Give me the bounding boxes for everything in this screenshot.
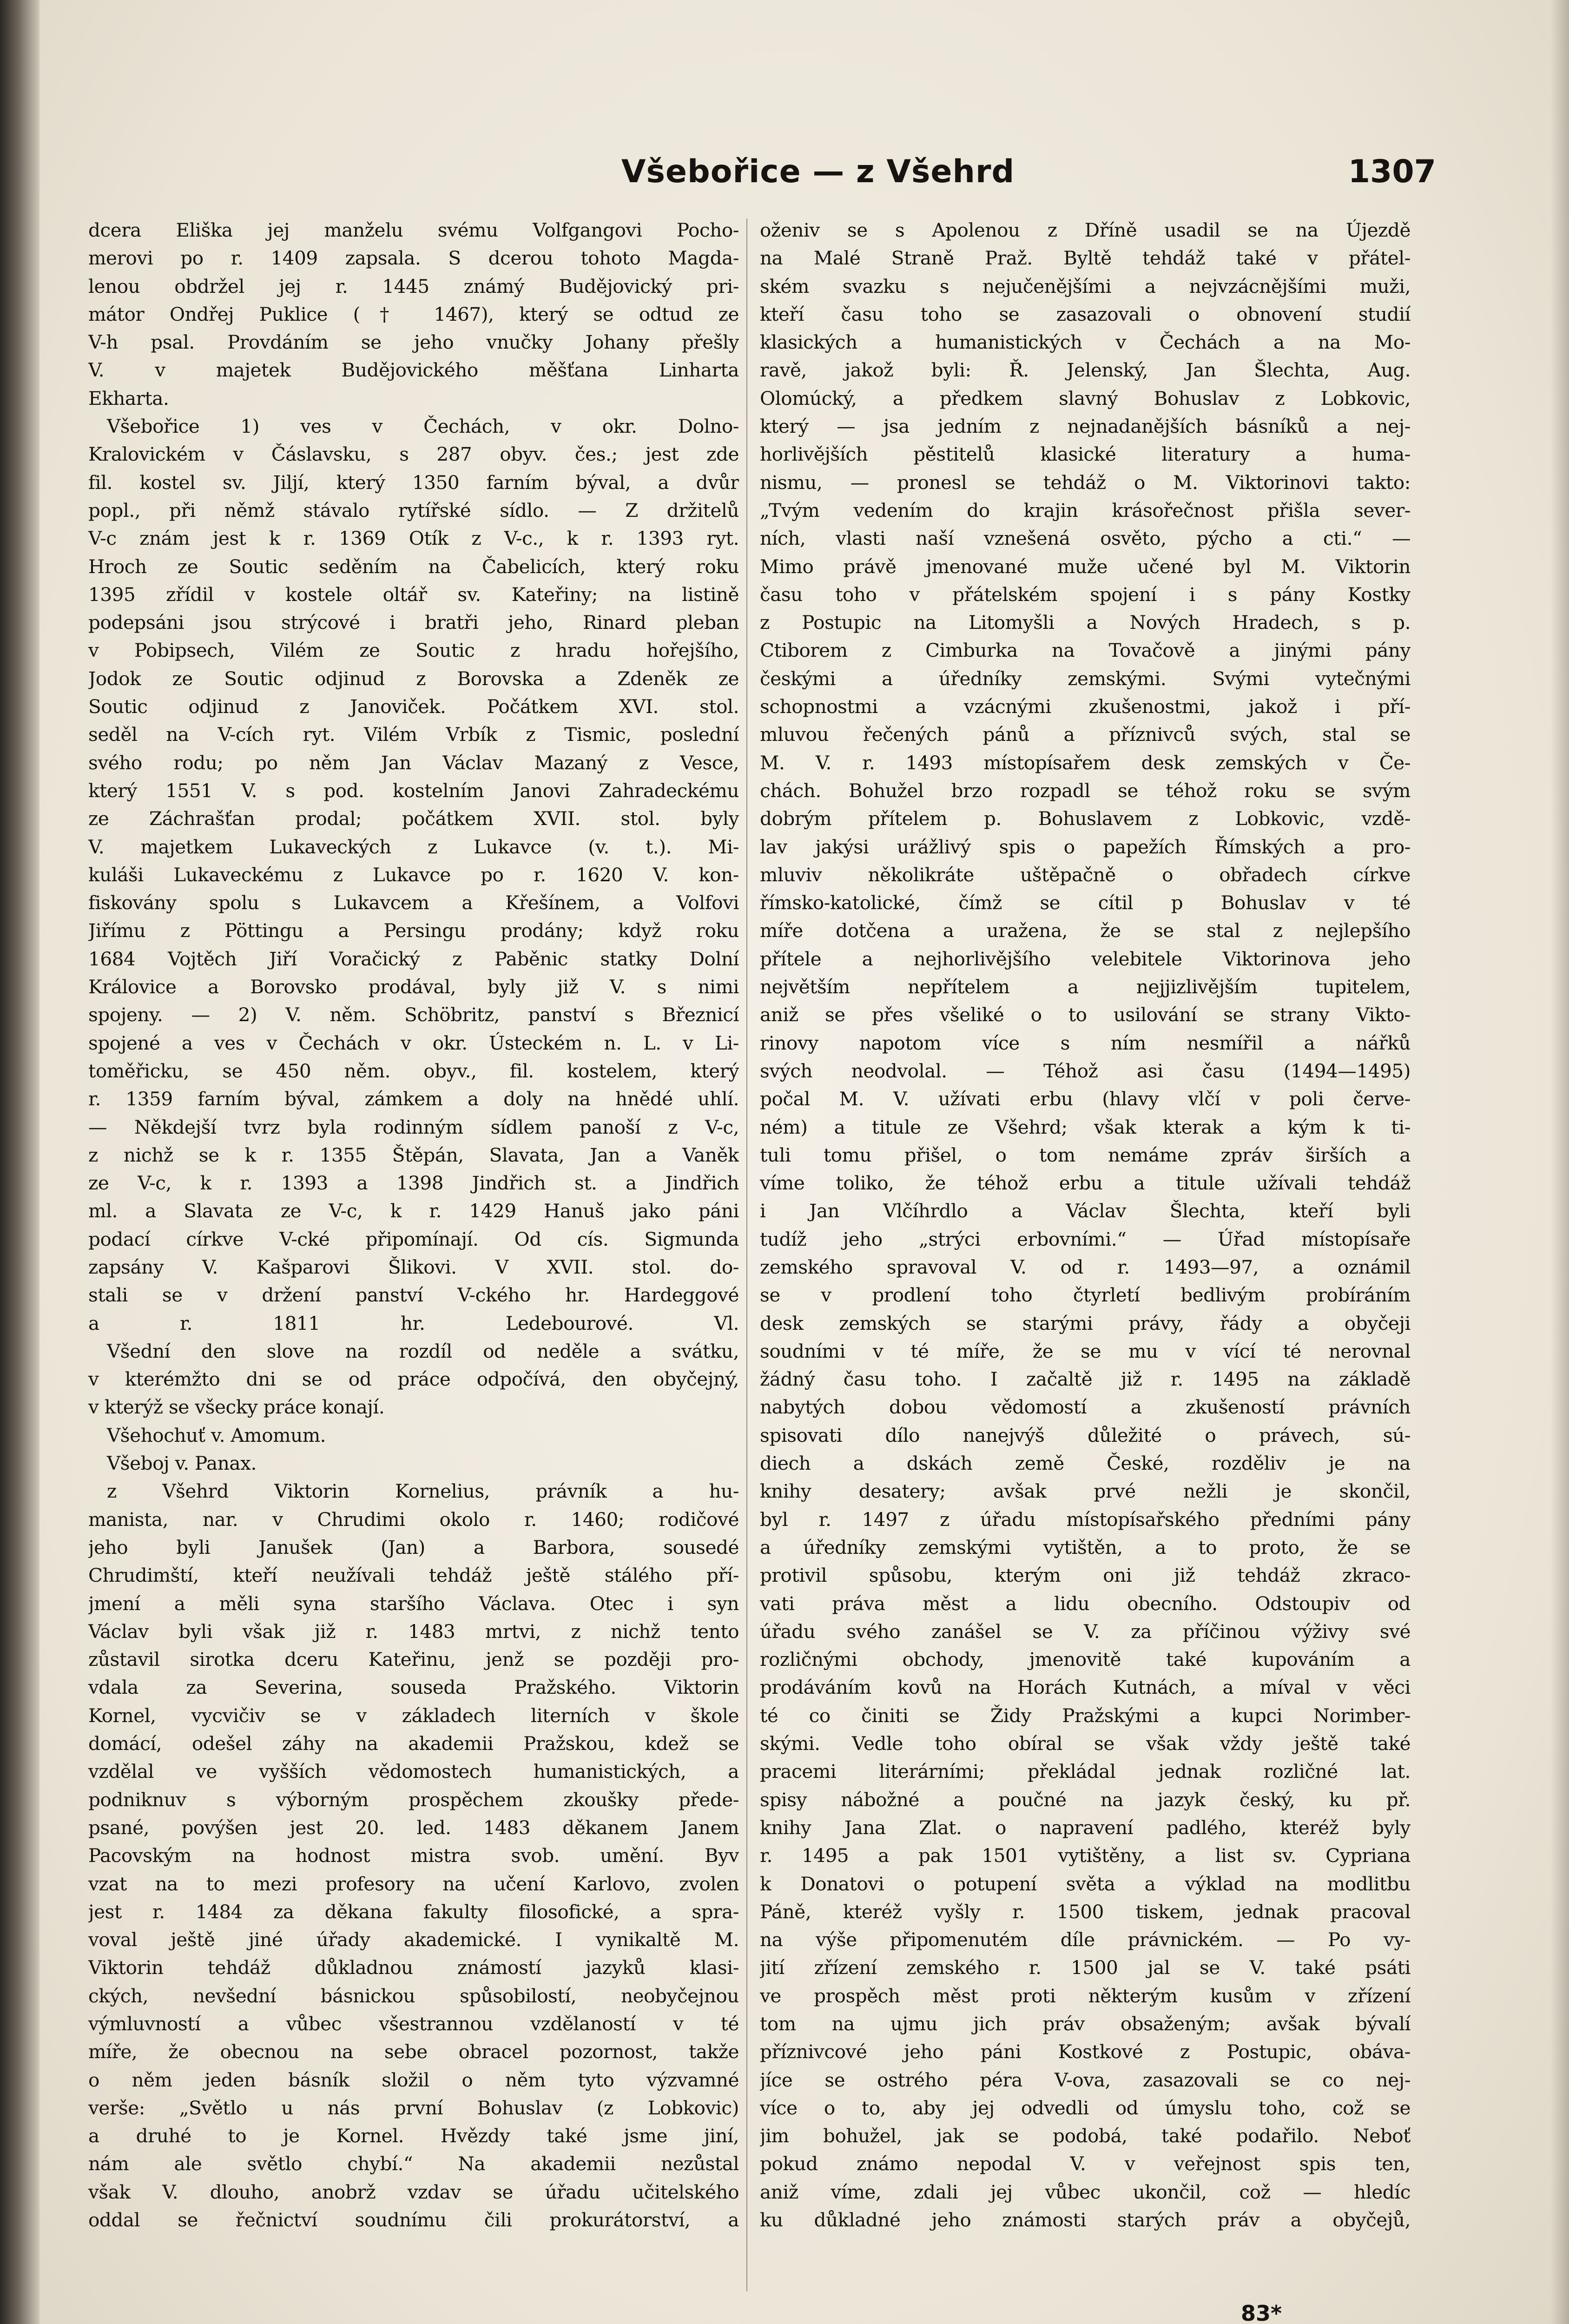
text-line: z Postupic na Litomyšli a Nových Hradech, s p. bbox=[760, 611, 1411, 634]
text-line: Jiřímu z Pöttingu a Persingu prodány; když roku bbox=[88, 919, 739, 942]
text-line: mátor Ondřej Puklice († 1467), který se odtud ze bbox=[88, 303, 739, 325]
text-line: Páně, kteréž vyšly r. 1500 tiskem, jednak pracoval bbox=[760, 1900, 1411, 1923]
text-line: podací církve V-cké připomínají. Od cís. Sigmunda bbox=[88, 1228, 739, 1250]
text-line: aniž víme, zdali jej vůbec ukončil, což — hledíc bbox=[760, 2180, 1411, 2203]
text-line: kuláši Lukaveckému z Lukavce po r. 1620 V. kon- bbox=[88, 863, 739, 886]
text-line: svého rodu; po něm Jan Václav Mazaný z Vesce, bbox=[88, 751, 739, 774]
text-line: Královice a Borovsko prodával, byly již V. s nimi bbox=[88, 976, 739, 998]
text-line: k Donatovi o potupení světa a výklad na modlitbu bbox=[760, 1872, 1411, 1895]
text-line: Všehochuť v. Amomum. bbox=[107, 1424, 326, 1446]
text-line: voval ještě jiné úřady akademické. I vynikaltě M. bbox=[88, 1928, 739, 1951]
text-line: příznivcové jeho páni Kostkové z Postupic, obáva- bbox=[760, 2040, 1411, 2063]
text-line: výmluvností a vůbec všestrannou vzdělaností v té bbox=[88, 2013, 739, 2035]
text-line: oženiv se s Apolenou z Dříně usadil se na Újezdě bbox=[760, 219, 1411, 241]
text-line: míře dotčena a uražena, že se stal z nejlepšího bbox=[760, 919, 1411, 942]
text-line: ve prospěch měst proti některým kusům v zřízení bbox=[760, 1984, 1411, 2007]
text-line: Hroch ze Soutic seděním na Čabelicích, který roku bbox=[88, 555, 739, 578]
text-line: který 1551 V. s pod. kostelním Janovi Zahradeckému bbox=[88, 779, 739, 802]
text-line: verše: „Světlo u nás první Bohuslav (z Lobkovic) bbox=[88, 2096, 739, 2119]
text-line: tom na ujmu jich práv obsaženým; avšak bývalí bbox=[760, 2013, 1411, 2035]
text-line: spisy nábožné a poučné na jazyk český, ku př. bbox=[760, 1788, 1411, 1811]
text-line: Jodok ze Soutic odjinud z Borovska a Zdeněk ze bbox=[88, 667, 739, 690]
text-line: více o to, aby jej odvedli od úmyslu toho, což se bbox=[760, 2096, 1411, 2119]
text-line: zemského spravoval V. od r. 1493—97, a oznámil bbox=[760, 1255, 1411, 1278]
text-line: českými a úředníky zemskými. Svými vytečnými bbox=[760, 667, 1411, 690]
text-line: Pacovským na hodnost mistra svob. umění. Byv bbox=[88, 1844, 739, 1867]
text-line: nismu, — pronesl se tehdáž o M. Viktorinovi takto: bbox=[760, 471, 1411, 494]
text-line: diech a dskách země České, rozděliv je na bbox=[760, 1452, 1411, 1475]
left-text-column bbox=[88, 216, 739, 2308]
text-line: ravě, jakož byli: Ř. Jelenský, Jan Šlechta, Aug. bbox=[760, 359, 1411, 382]
text-line: dobrým přítelem p. Bohuslavem z Lobkovic, vzdě- bbox=[760, 807, 1411, 830]
text-line: tudíž jeho „strýci erbovními.“ — Úřad místopísaře bbox=[760, 1228, 1411, 1250]
text-line: ském svazku s nejučenějšími a nejvzácnějšími muži, bbox=[760, 275, 1411, 297]
text-line: o něm jeden básník složil o něm tyto výzvamné bbox=[88, 2068, 739, 2091]
text-line: přítele a nejhorlivějšího velebitele Viktorinova jeho bbox=[760, 947, 1411, 970]
text-line: r. 1359 farním býval, zámkem a doly na hnědé uhlí. bbox=[88, 1088, 739, 1110]
text-line: počal M. V. užívati erbu (hlavy vlčí v poli červe- bbox=[760, 1088, 1411, 1110]
text-line: zůstavil sirotka dceru Kateřinu, jenž se později pro- bbox=[88, 1648, 739, 1671]
text-line: knihy desatery; avšak prvé nežli je skončil, bbox=[760, 1480, 1411, 1503]
text-line: nám ale světlo chybí.“ Na akademii nezůstal bbox=[88, 2152, 739, 2175]
text-line: pracemi literárními; překládal jednak rozličné lat. bbox=[760, 1760, 1411, 1783]
page-header bbox=[88, 153, 1436, 205]
text-line: jití zřízení zemského r. 1500 jal se V. také psáti bbox=[760, 1956, 1411, 1979]
text-line: chách. Bohužel brzo rozpadl se téhož roku se svým bbox=[760, 779, 1411, 802]
text-line: mluvou řečených pánů a příznivců svých, stal se bbox=[760, 723, 1411, 746]
text-line: popl., při němž stávalo rytířské sídlo. — Z držitelů bbox=[88, 499, 739, 522]
text-line: ze Záchrašťan prodal; počátkem XVII. stol. byly bbox=[88, 807, 739, 830]
text-line: spisovati dílo nanejvýš důležité o právech, sú- bbox=[760, 1424, 1411, 1446]
text-line: dcera Eliška jej manželu svému Volfgangovi Pocho- bbox=[88, 219, 739, 241]
text-line: aniž se přes všeliké o to usilování se strany Vikto- bbox=[760, 1004, 1411, 1026]
text-line: žádný času toho. I začaltě již r. 1495 na základě bbox=[760, 1368, 1411, 1391]
text-line: kteří času toho se zasazovali o obnovení studií bbox=[760, 303, 1411, 325]
text-line: největším nepřítelem a nejjizlivějším tupitelem, bbox=[760, 976, 1411, 998]
text-line: vdala za Severina, souseda Pražského. Viktorin bbox=[88, 1676, 739, 1699]
text-line: M. V. r. 1493 místopísařem desk zemských v Če- bbox=[760, 751, 1411, 774]
signature-mark: 83* bbox=[1241, 2301, 1282, 2324]
text-line: římsko-katolické, čímž se cítil p Bohuslav v té bbox=[760, 891, 1411, 914]
text-line: Soutic odjinud z Janoviček. Počátkem XVI. stol. bbox=[88, 695, 739, 718]
text-line: v kterémžto dni se od práce odpočívá, den obyčejný, bbox=[88, 1368, 739, 1391]
text-line: lav jakýsi urážlivý spis o papežích Římských a pro- bbox=[760, 835, 1411, 858]
column-divider bbox=[746, 218, 747, 2291]
text-line: knihy Jana Zlat. o napravení padlého, kteréž byly bbox=[760, 1816, 1411, 1839]
text-line: na výše připomenutém díle právnickém. — Po vy- bbox=[760, 1928, 1411, 1951]
text-line: protivil spůsobu, kterým oni již tehdáž zkraco- bbox=[760, 1564, 1411, 1587]
text-line: a druhé to je Kornel. Hvězdy také jsme jiní, bbox=[88, 2125, 739, 2147]
text-line: lenou obdržel jej r. 1445 známý Budějovický pri- bbox=[88, 275, 739, 297]
text-line: V. majetkem Lukaveckých z Lukavce (v. t.). Mi- bbox=[88, 835, 739, 858]
text-line: 1684 Vojtěch Jiří Voračický z Paběnic statky Dolní bbox=[88, 947, 739, 970]
text-line: času toho v přátelském spojení i s pány Kostky bbox=[760, 583, 1411, 606]
text-line: Kralovickém v Čáslavsku, s 287 obyv. čes.; jest zde bbox=[88, 443, 739, 466]
text-line: z nichž se k r. 1355 Štěpán, Slavata, Jan a Vaněk bbox=[88, 1143, 739, 1166]
text-line: — Někdejší tvrz byla rodinným sídlem panoší z V-c, bbox=[88, 1116, 739, 1138]
text-line: toměřicku, se 450 něm. obyv., fil. kostelem, který bbox=[88, 1059, 739, 1082]
text-line: horlivějších pěstitelů klasické literatury a huma- bbox=[760, 443, 1411, 466]
text-line: „Tvým vedením do krajin krásořečnost přišla sever- bbox=[760, 499, 1411, 522]
text-line: v Pobipsech, Vilém ze Soutic z hradu hořejšího, bbox=[88, 639, 739, 662]
page-edge-shadow bbox=[1550, 0, 1569, 2324]
text-line: 1395 zřídil v kostele oltář sv. Kateřiny; na listině bbox=[88, 583, 739, 606]
text-line: Olomúcký, a předkem slavný Bohuslav z Lobkovic, bbox=[760, 387, 1411, 409]
text-line: nabytých dobou vědomostí a zkušeností právních bbox=[760, 1396, 1411, 1419]
text-line: svých neodvolal. — Téhož asi času (1494—1495) bbox=[760, 1059, 1411, 1082]
text-line: vzat na to mezi profesory na učení Karlovo, zvolen bbox=[88, 1872, 739, 1895]
text-line: ml. a Slavata ze V-c, k r. 1429 Hanuš jako páni bbox=[88, 1200, 739, 1222]
text-line: Všeboj v. Panax. bbox=[107, 1452, 257, 1475]
text-line: a úředníky zemskými vytištěn, a to proto, že se bbox=[760, 1536, 1411, 1558]
text-line: v kterýž se všecky práce konají. bbox=[88, 1396, 385, 1419]
text-line: manista, nar. v Chrudimi okolo r. 1460; rodičové bbox=[88, 1508, 739, 1531]
text-line: soudními v té míře, že se mu v vící té nerovnal bbox=[760, 1340, 1411, 1362]
text-line: ku důkladné jeho známosti starých práv a obyčejů, bbox=[760, 2209, 1411, 2232]
text-line: který — jsa jedním z nejnadanějších básníků a nej- bbox=[760, 415, 1411, 438]
text-line: rinovy napotom více s ním nesmířil a nářků bbox=[760, 1031, 1411, 1054]
book-binding-shadow bbox=[0, 0, 40, 2324]
text-line: V. v majetek Budějovického měšťana Linharta bbox=[88, 359, 739, 382]
text-line: fil. kostel sv. Jiljí, který 1350 farním býval, a dvůr bbox=[88, 471, 739, 494]
text-line: Kornel, vycvičiv se v základech literních v škole bbox=[88, 1704, 739, 1727]
text-line: Mimo právě jmenované muže učené byl M. Viktorin bbox=[760, 555, 1411, 578]
text-line: vati práva měst a lidu obecního. Odstoupiv od bbox=[760, 1592, 1411, 1615]
text-line: pokud známo nepodal V. v veřejnost spis ten, bbox=[760, 2152, 1411, 2175]
text-line: tuli tomu přišel, o tom nemáme zpráv širších a bbox=[760, 1143, 1411, 1166]
text-line: však V. dlouho, anobrž vzdav se úřadu učitelského bbox=[88, 2180, 739, 2203]
text-line: podniknuv s výborným prospěchem zkoušky přede- bbox=[88, 1788, 739, 1811]
text-line: spojené a ves v Čechách v okr. Ústeckém n. L. v Li- bbox=[88, 1031, 739, 1054]
text-line: ckých, nevšední básnickou spůsobilostí, neobyčejnou bbox=[88, 1984, 739, 2007]
text-line: rozličnými obchody, jmenovitě také kupováním a bbox=[760, 1648, 1411, 1671]
text-line: se v prodlení toho čtyrletí bedlivým probíráním bbox=[760, 1284, 1411, 1307]
text-line: jeho byli Janušek (Jan) a Barbora, sousedé bbox=[88, 1536, 739, 1558]
text-line: seděl na V-cích ryt. Vilém Vrbík z Tismic, poslední bbox=[88, 723, 739, 746]
text-line: desk zemských se starými právy, řády a obyčeji bbox=[760, 1312, 1411, 1334]
text-line: merovi po r. 1409 zapsala. S dcerou tohoto Magda- bbox=[88, 247, 739, 270]
text-line: stali se v držení panství V-ckého hr. Hardeggové bbox=[88, 1284, 739, 1307]
text-line: Všední den slove na rozdíl od neděle a svátku, bbox=[107, 1340, 739, 1362]
text-line: skými. Vedle toho obíral se však vždy ještě také bbox=[760, 1732, 1411, 1755]
text-line: ních, vlasti naší vznešená osvěto, pýcho a cti.“ — bbox=[760, 527, 1411, 550]
text-line: Ctiborem z Cimburka na Tovačově a jinými pány bbox=[760, 639, 1411, 662]
text-line: byl r. 1497 z úřadu místopísařského předními pány bbox=[760, 1508, 1411, 1531]
text-line: víme toliko, že téhož erbu a titule užívali tehdáž bbox=[760, 1172, 1411, 1195]
text-line: jim bohužel, jak se podobá, také podařilo. Neboť bbox=[760, 2125, 1411, 2147]
text-line: fiskovány spolu s Lukavcem a Křešínem, a Volfovi bbox=[88, 891, 739, 914]
text-line: na Malé Straně Praž. Byltě tehdáž také v přátel- bbox=[760, 247, 1411, 270]
text-line: Všebořice 1) ves v Čechách, v okr. Dolno- bbox=[107, 415, 739, 438]
text-line: r. 1495 a pak 1501 vytištěny, a list sv. Cypriana bbox=[760, 1844, 1411, 1867]
text-line: z Všehrd Viktorin Kornelius, právník a hu- bbox=[107, 1480, 739, 1503]
text-line: míře, že obecnou na sebe obracel pozornost, takže bbox=[88, 2040, 739, 2063]
text-line: jíce se ostrého péra V-ova, zasazovali se co nej- bbox=[760, 2068, 1411, 2091]
text-line: Viktorin tehdáž důkladnou známostí jazyků klasi- bbox=[88, 1956, 739, 1979]
text-line: mluviv několikráte uštěpačně o obřadech církve bbox=[760, 863, 1411, 886]
text-line: prodáváním kovů na Horách Kutnách, a míval v věci bbox=[760, 1676, 1411, 1699]
text-line: Chrudimští, kteří neužívali tehdáž ještě stálého pří- bbox=[88, 1564, 739, 1587]
text-line: vzdělal ve vyšších vědomostech humanistických, a bbox=[88, 1760, 739, 1783]
right-text-column bbox=[760, 216, 1411, 2308]
text-line: psané, povýšen jest 20. led. 1483 děkanem Janem bbox=[88, 1816, 739, 1839]
text-line: ném) a titule ze Všehrd; však kterak a kým k ti- bbox=[760, 1116, 1411, 1138]
text-line: té co činiti se Židy Pražskými a kupci Norimber- bbox=[760, 1704, 1411, 1727]
text-line: schopnostmi a vzácnými zkušenostmi, jakož i pří- bbox=[760, 695, 1411, 718]
text-line: domácí, odešel záhy na akademii Pražskou, kdež se bbox=[88, 1732, 739, 1755]
text-line: oddal se řečnictví soudnímu čili prokurátorství, a bbox=[88, 2209, 739, 2232]
text-line: V-h psal. Provdáním se jeho vnučky Johany přešly bbox=[88, 331, 739, 354]
text-line: Ekharta. bbox=[88, 387, 169, 409]
text-line: V-c znám jest k r. 1369 Otík z V-c., k r. 1393 ryt. bbox=[88, 527, 739, 550]
text-line: Václav byli však již r. 1483 mrtvi, z nichž tento bbox=[88, 1620, 739, 1643]
page-number: 1307 bbox=[1348, 153, 1436, 190]
text-line: a r. 1811 hr. Ledebourové. Vl. bbox=[88, 1312, 739, 1334]
running-head: Všebořice — z Všehrd bbox=[621, 153, 1015, 190]
text-line: podepsáni jsou strýcové i bratři jeho, Rinard pleban bbox=[88, 611, 739, 634]
text-line: klasických a humanistických v Čechách a na Mo- bbox=[760, 331, 1411, 354]
text-line: spojeny. — 2) V. něm. Schöbritz, panství s Březnicí bbox=[88, 1004, 739, 1026]
text-line: ze V-c, k r. 1393 a 1398 Jindřich st. a Jindřich bbox=[88, 1172, 739, 1195]
text-line: zapsány V. Kašparovi Šlikovi. V XVII. stol. do- bbox=[88, 1255, 739, 1278]
text-line: úřadu svého zanášel se V. za příčinou výživy své bbox=[760, 1620, 1411, 1643]
text-line: jmení a měli syna staršího Václava. Otec i syn bbox=[88, 1592, 739, 1615]
text-line: i Jan Vlčíhrdlo a Václav Šlechta, kteří byli bbox=[760, 1200, 1411, 1222]
text-line: jest r. 1484 za děkana fakulty filosofické, a spra- bbox=[88, 1900, 739, 1923]
